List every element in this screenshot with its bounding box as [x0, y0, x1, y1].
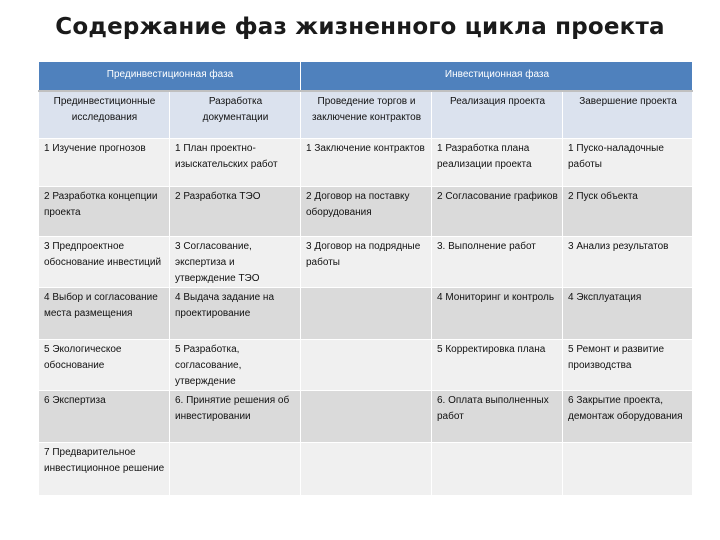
- table-cell: [301, 391, 432, 443]
- table-cell: [301, 288, 432, 340]
- table-cell: 4 Эксплуатация: [563, 288, 693, 340]
- table-row: [39, 187, 693, 237]
- table-cell: [432, 443, 563, 496]
- table-cell: 2 Разработка концепции проекта: [39, 187, 170, 237]
- table-cell: 2 Договор на поставку оборудования: [301, 187, 432, 237]
- table-row: [39, 237, 693, 288]
- table-cell: 2 Согласование графиков: [432, 187, 563, 237]
- phases-table: [38, 61, 693, 496]
- table-cell: 2 Разработка ТЭО: [170, 187, 301, 237]
- table-cell: 1 Пуско-наладочные работы: [563, 139, 693, 187]
- table-cell: 5 Разработка, согласование, утверждение: [170, 340, 301, 391]
- table-row: [39, 443, 693, 496]
- table-cell: 5 Экологическое обоснование: [39, 340, 170, 391]
- column-header: Разработка документации: [170, 91, 301, 139]
- column-header-row: [39, 91, 693, 139]
- table-cell: 3 Анализ результатов: [563, 237, 693, 288]
- table-cell: 4 Выдача задание на проектирование: [170, 288, 301, 340]
- phase-pre-header: Прединвестиционная фаза: [39, 62, 301, 92]
- column-header: Реализация проекта: [432, 91, 563, 139]
- phase-inv-header: Инвестиционная фаза: [301, 62, 693, 92]
- page-title: Содержание фаз жизненного цикла проекта: [55, 14, 665, 40]
- table-cell: [301, 340, 432, 391]
- table-cell: [563, 443, 693, 496]
- table-cell: 3. Выполнение работ: [432, 237, 563, 288]
- table-cell: 3 Договор на подрядные работы: [301, 237, 432, 288]
- table-row: [39, 139, 693, 187]
- column-header: Проведение торгов и заключение контрактов: [301, 91, 432, 139]
- table-cell: [301, 443, 432, 496]
- table-cell: 6. Оплата выполненных работ: [432, 391, 563, 443]
- table-row: [39, 391, 693, 443]
- table-cell: 7 Предварительное инвестиционное решение: [39, 443, 170, 496]
- table-cell: 3 Предпроектное обоснование инвестиций: [39, 237, 170, 288]
- column-header: Завершение проекта: [563, 91, 693, 139]
- table-cell: 4 Выбор и согласование места размещения: [39, 288, 170, 340]
- table-cell: [170, 443, 301, 496]
- table-row: [39, 288, 693, 340]
- table-cell: 6 Закрытие проекта, демонтаж оборудования: [563, 391, 693, 443]
- table-row: [39, 340, 693, 391]
- table-cell: 6 Экспертиза: [39, 391, 170, 443]
- table-cell: 4 Мониторинг и контроль: [432, 288, 563, 340]
- column-header: Прединвестиционные исследования: [39, 91, 170, 139]
- table-cell: 1 Разработка плана реализации проекта: [432, 139, 563, 187]
- phase-header-row: [39, 62, 693, 92]
- table-cell: 1 План проектно-изыскательских работ: [170, 139, 301, 187]
- table-cell: 6. Принятие решения об инвестировании: [170, 391, 301, 443]
- table-cell: 5 Корректировка плана: [432, 340, 563, 391]
- table-cell: 1 Изучение прогнозов: [39, 139, 170, 187]
- table-cell: 5 Ремонт и развитие производства: [563, 340, 693, 391]
- table-cell: 1 Заключение контрактов: [301, 139, 432, 187]
- table-cell: 3 Согласование, экспертиза и утверждение ТЭО: [170, 237, 301, 288]
- table-cell: 2 Пуск объекта: [563, 187, 693, 237]
